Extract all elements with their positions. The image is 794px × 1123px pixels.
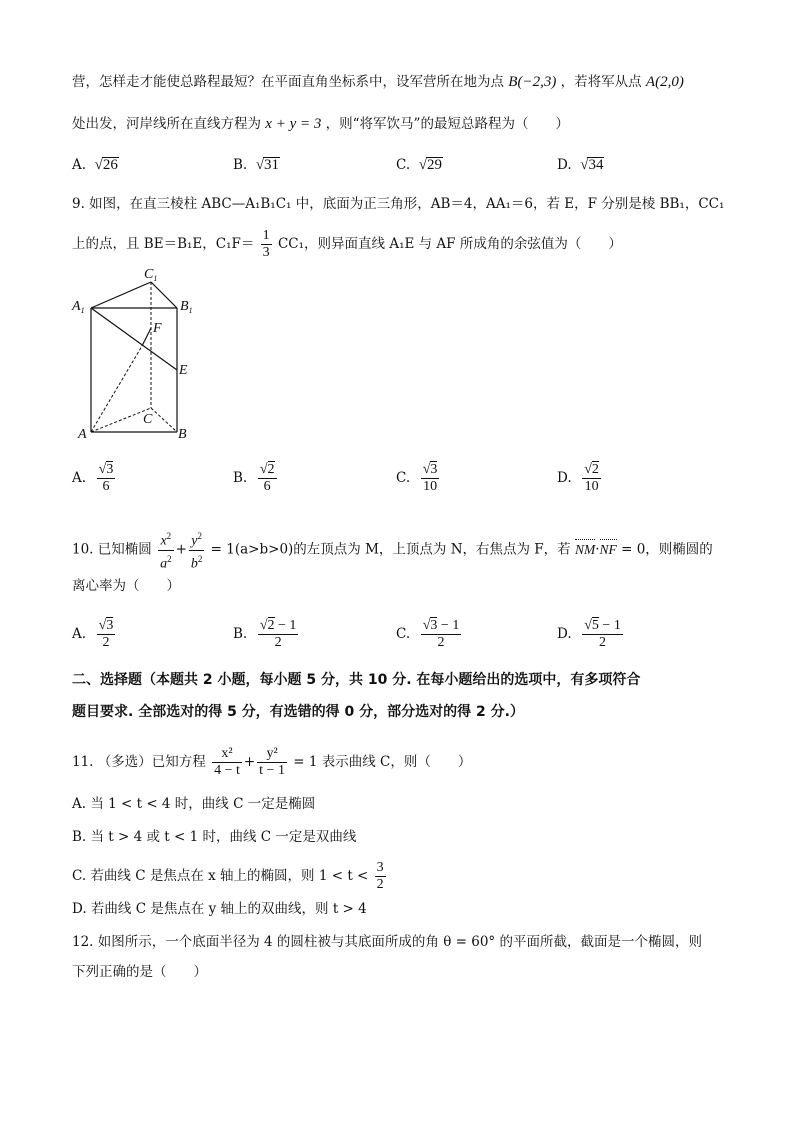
- segment-a-f: [142, 328, 151, 346]
- radicand: 2: [591, 462, 599, 477]
- q10-line-2: 离心率为（ ）: [72, 578, 180, 594]
- q11-text: 11. （多选）已知方程: [72, 754, 206, 770]
- section-2-heading-line-1: 二、选择题（本题共 2 小题，每小题 5 分，共 10 分. 在每小题给出的选项中，有多项符合: [72, 672, 641, 688]
- radicand: 2: [267, 462, 275, 477]
- dot-operator: ·: [595, 541, 600, 558]
- q10-line-1: 10. 已知椭圆 $\frac{x^2}{a^2}$ + $\frac{y^2}{b^2}$ = 1(a>b>0)的左顶点为 M，上顶点为 N，右焦点为 F，若 NM·NF = 0，则椭圆的: [72, 528, 713, 572]
- option-label: D.: [557, 157, 572, 173]
- minus-one: − 1: [598, 618, 621, 633]
- numerator: √2: [259, 462, 275, 477]
- denominator: 6: [263, 479, 271, 494]
- prism-figure: [70, 262, 200, 442]
- q11-stem: 11. （多选）已知方程 $\frac{\text{x²}}{4 - t}$ + $\frac{\text{y²}}{t - 1}$ = 1 表示曲线 C，则（ ）: [72, 746, 472, 778]
- radicand: 5: [591, 618, 599, 633]
- label-f: F: [153, 321, 162, 336]
- option-label: B.: [233, 157, 248, 173]
- fraction: [421, 618, 462, 651]
- section-2-heading-line-2: 题目要求. 全部选对的得 5 分，有选错的得 0 分，部分选对的得 2 分.）: [72, 704, 524, 720]
- q10-option-d[interactable]: [557, 618, 625, 651]
- numerator: √3: [98, 462, 114, 477]
- q9-option-c[interactable]: [396, 462, 441, 495]
- numerator: √3 − 1: [422, 618, 460, 633]
- q8-option-a[interactable]: [72, 155, 119, 175]
- q8-text: ，则“将军饮马”的最短总路程为（ ）: [325, 116, 569, 132]
- edge-a1-c1: [91, 282, 151, 308]
- option-label: C.: [396, 626, 411, 642]
- label-a1: $A_1$: [72, 299, 85, 315]
- vector-nf: NF: [600, 540, 617, 560]
- label-b: B: [178, 427, 187, 442]
- label-b1: $B_1$: [180, 299, 193, 315]
- radicand: 29: [426, 157, 442, 173]
- q9-option-a[interactable]: [72, 462, 117, 495]
- minus-one: − 1: [437, 618, 460, 633]
- fraction-three-halves: [375, 860, 386, 893]
- fraction: [582, 618, 623, 651]
- option-label: A.: [72, 470, 87, 486]
- numerator: x²: [212, 746, 242, 763]
- q8-option-b[interactable]: [233, 155, 280, 175]
- q8-text: ，若将军从点: [560, 74, 642, 90]
- denominator: 10: [423, 479, 438, 494]
- point-a: A(2,0): [645, 74, 684, 90]
- radicand: 26: [102, 157, 118, 173]
- label-a: A: [78, 427, 87, 442]
- denominator: 6: [102, 479, 110, 494]
- option-label: A.: [72, 626, 87, 642]
- fraction: [421, 462, 440, 495]
- fraction-x2: [212, 746, 242, 779]
- fraction-one-third: [261, 228, 272, 261]
- q9-text: 上的点，且 BE＝B₁E，C₁F＝: [72, 236, 255, 252]
- radicand: 31: [264, 157, 280, 173]
- denominator: 2: [599, 635, 607, 650]
- fraction: [582, 462, 601, 495]
- denominator: 2: [376, 877, 384, 892]
- radicand: 3: [106, 462, 114, 477]
- denominator: 4 − t: [214, 763, 240, 778]
- q11-option-b[interactable]: B. 当 t > 4 或 t < 1 时，曲线 C 一定是双曲线: [72, 829, 357, 845]
- fraction-y2-b2: $\frac{y^2}{b^2}$: [189, 528, 205, 572]
- q10-option-a[interactable]: [72, 618, 117, 651]
- q9-line-2: [72, 228, 622, 261]
- numerator: y²: [257, 746, 287, 763]
- edge-c1-b1: [151, 282, 177, 308]
- denominator: 2: [274, 635, 282, 650]
- fraction: [258, 462, 277, 495]
- river-equation: x + y = 3: [265, 116, 322, 132]
- denominator: 2: [102, 635, 110, 650]
- q10-text: = 1(a>b>0)的左顶点为 M，上顶点为 N，右焦点为 F，若: [210, 541, 571, 558]
- option-text: C. 若曲线 C 是焦点在 x 轴上的椭圆，则 1 < t <: [72, 868, 369, 884]
- q10-text: = 0，则椭圆的: [621, 541, 713, 558]
- q8-text: 处出发，河岸线所在直线方程为: [72, 116, 261, 132]
- numerator: √2: [584, 462, 599, 477]
- sqrt: √31: [255, 157, 280, 173]
- fraction-x2-a2: $\frac{x^2}{a^2}$: [158, 528, 174, 572]
- fraction: [97, 462, 116, 495]
- q9-text: CC₁，则异面直线 A₁E 与 AF 所成角的余弦值为（ ）: [277, 236, 622, 252]
- q11-text: = 1 表示曲线 C，则（ ）: [293, 754, 472, 770]
- edge-a-c: [91, 408, 151, 432]
- q8-line-1: [72, 72, 684, 92]
- option-label: D.: [557, 470, 572, 486]
- segment-a1-e: [91, 308, 177, 370]
- q8-line-2: [72, 114, 569, 134]
- q11-option-a[interactable]: A. 当 1 < t < 4 时，曲线 C 一定是椭圆: [72, 796, 316, 812]
- numerator: √3: [98, 618, 114, 633]
- q10-text: 10. 已知椭圆: [72, 541, 152, 558]
- minus-one: − 1: [274, 618, 297, 633]
- option-label: C.: [396, 157, 411, 173]
- q11-option-c[interactable]: [72, 860, 388, 893]
- q8-text: 营，怎样走才能使总路程最短？在平面直角坐标系中，设军营所在地为点: [72, 74, 504, 90]
- q11-option-d[interactable]: D. 若曲线 C 是焦点在 y 轴上的双曲线，则 t > 4: [72, 901, 367, 917]
- point-b: B(−2,3): [508, 74, 557, 90]
- q12-line-2: 下列正确的是（ ）: [72, 964, 207, 980]
- q8-option-c[interactable]: [396, 155, 443, 175]
- option-label: B.: [233, 470, 248, 486]
- q9-option-b[interactable]: [233, 462, 279, 495]
- denominator: 3: [262, 245, 270, 260]
- numerator: √2 − 1: [259, 618, 297, 633]
- q10-option-c[interactable]: [396, 618, 463, 651]
- sqrt: √29: [418, 157, 442, 173]
- sqrt: √26: [94, 157, 118, 173]
- numerator: 1: [262, 228, 270, 243]
- label-c: C: [143, 412, 153, 427]
- denominator: t − 1: [259, 763, 285, 778]
- label-c1: $C_1$: [144, 267, 158, 283]
- fraction-y2: [257, 746, 287, 779]
- edge-c-b: [151, 408, 177, 432]
- denominator: 10: [584, 479, 599, 494]
- segment-a-f-hidden: [91, 346, 142, 432]
- q12-line-1: 12. 如图所示，一个底面半径为 4 的圆柱被与其底面所成的角 θ = 60° 的平面所截，截面是一个椭圆，则: [72, 934, 702, 950]
- label-e: E: [179, 363, 188, 378]
- vector-nm: NM: [575, 540, 595, 560]
- q9-line-1: 9. 如图，在直三棱柱 ABC—A₁B₁C₁ 中，底面为正三角形，AB＝4，AA₁＝6，若 E，F 分别是棱 BB₁，CC₁: [72, 196, 725, 212]
- numerator: 3: [376, 860, 384, 875]
- q10-option-b[interactable]: [233, 618, 300, 651]
- option-label: B.: [233, 626, 248, 642]
- fraction: [258, 618, 299, 651]
- option-label: A.: [72, 157, 87, 173]
- option-label: D.: [557, 626, 572, 642]
- radicand: 2: [267, 618, 275, 633]
- denominator: 2: [437, 635, 445, 650]
- sqrt: √34: [580, 157, 604, 173]
- option-label: C.: [396, 470, 411, 486]
- radicand: 34: [588, 157, 604, 173]
- radicand: 3: [430, 462, 438, 477]
- q9-option-d[interactable]: [557, 462, 603, 495]
- numerator: √5 − 1: [584, 618, 621, 633]
- radicand: 3: [430, 618, 438, 633]
- numerator: √3: [422, 462, 438, 477]
- q8-option-d[interactable]: [557, 155, 604, 175]
- fraction: [97, 618, 116, 651]
- radicand: 3: [106, 618, 114, 633]
